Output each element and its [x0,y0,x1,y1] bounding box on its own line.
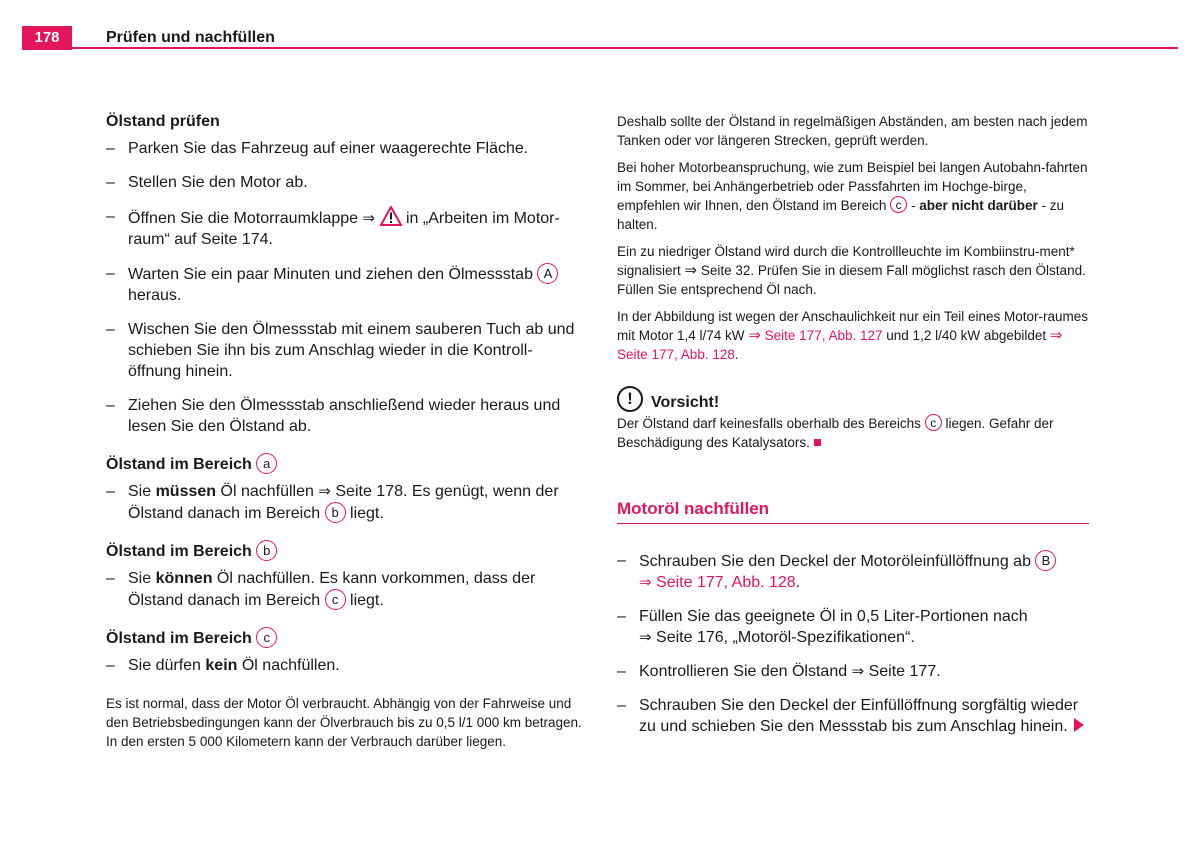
arrow-icon: ⇒ [1049,327,1063,344]
arrow-icon: ⇒ [639,574,652,591]
list-item: – Schrauben Sie den Deckel der Einfüllöffnung sorgfältig wieder zu und schieben Sie den Messstab bis zum Anschlag hinein. [617,695,1091,737]
paragraph: In der Abbildung ist wegen der Anschaulichkeit nur ein Teil eines Motor-raumes mit Motor 1,4 l/74 kW ⇒ Seite 177, Abb. 127 und 1,2 l/40 kW abgebildet ⇒ Seite 177, Abb. 128. [617,309,1089,362]
marker-a: a [256,453,277,474]
list-item: – Parken Sie das Fahrzeug auf einer waagerechte Fläche. [106,140,529,157]
check-steps [106,138,582,437]
paragraph: Ein zu niedriger Ölstand wird durch die Kontrollleuchte im Kombiinstru-ment* signalisiert ⇒ Seite 32. Prüfen Sie in diesem Fall möglichst rasch den Ölstand. Füllen Sie entsprechend Öl nach. [617,244,1086,297]
warning-triangle-icon [380,210,402,227]
list-item: – Warten Sie ein paar Minuten und ziehen den Ölmessstab A heraus. [106,263,582,306]
arrow-icon: ⇒ [684,262,698,279]
warning-reference[interactable]: in „Arbeiten im Motor-raum“ auf Seite 174. [128,210,560,248]
check-heading: Ölstand prüfen [106,113,220,130]
list-item: – Wischen Sie den Ölmessstab mit einem sauberen Tuch ab und schieben Sie ihn bis zum Anschlag wieder in die Kontroll-öffnung hinein. [106,321,575,380]
range-c-heading: Ölstand im Bereich c [106,627,582,649]
header-rule [22,47,1178,49]
end-square-icon [814,439,821,446]
marker-b: b [325,502,346,523]
list-item: – Schrauben Sie den Deckel der Motoröleinfüllöffnung ab B ⇒ Seite 177, Abb. 128. [617,550,1091,593]
list-item: – Füllen Sie das geeignete Öl in 0,5 Liter-Portionen nach ⇒ Seite 176, „Motoröl-Spezifikationen“. [617,608,1028,646]
left-column [106,112,582,759]
consumption-note: Es ist normal, dass der Motor Öl verbraucht. Abhängig von der Fahrweise und den Betriebsbedingungen kann der Ölverbrauch bis zu 0,5 l/1 000 km betragen. In den ersten 5 000 Kilometern kann der Verbrauch darüber liegen. [106,696,582,749]
arrow-icon: ⇒ [851,663,865,680]
range-b-heading: Ölstand im Bereich b [106,540,582,562]
paragraph: Bei hoher Motorbeanspruchung, wie zum Beispiel bei langen Autobahn-fahrten im Sommer, bei Anhängerbetrieb oder Passfahrten im Hochge-birge, empfehlen wir Ihnen, den Ölstand im Bereich c - aber nicht darüber - zu halten. [617,160,1088,232]
section-title: Motoröl nachfüllen [617,498,1089,524]
chapter-title: Prüfen und nachfüllen [106,29,275,46]
marker-b: b [256,540,277,561]
marker-c: c [256,627,277,648]
arrow-icon: ⇒ [639,629,652,646]
continue-arrow-icon[interactable] [1074,718,1084,732]
list-item: – Sie müssen Öl nachfüllen ⇒ Seite 178. Es genügt, wenn der Ölstand danach im Bereich b liegt. [106,483,559,522]
page-number: 178 [22,26,72,50]
arrow-icon: ⇒ [362,210,376,227]
exclamation-circle-icon: ! [617,386,643,412]
link-abb-127[interactable]: Seite 177, Abb. 127 [764,328,883,343]
list-item: – Ziehen Sie den Ölmessstab anschließend wieder heraus und lesen Sie den Ölstand ab. [106,397,561,435]
marker-c: c [325,589,346,610]
caution-text: Der Ölstand darf keinesfalls oberhalb des Bereichs c liegen. Gefahr der Beschädigung des Katalysators. [617,416,1054,450]
link-abb-128[interactable]: Seite 177, Abb. 128 [656,574,796,591]
list-item: – Sie dürfen kein Öl nachfüllen. [106,657,340,674]
range-a-heading: Ölstand im Bereich a [106,453,582,475]
caution-title: Vorsicht! [651,394,720,411]
list-item: – Stellen Sie den Motor ab. [106,174,308,191]
paragraph: Deshalb sollte der Ölstand in regelmäßigen Abständen, am besten nach jedem Tanken oder vor längeren Strecken, geprüft werden. [617,114,1088,148]
list-item: – Kontrollieren Sie den Ölstand ⇒ Seite 177. [617,663,941,680]
marker-B: B [1035,550,1056,571]
link-abb-128[interactable]: Seite 177, Abb. 128 [617,347,735,362]
marker-c: c [890,196,907,213]
marker-A: A [537,263,558,284]
right-column [617,112,1091,750]
arrow-icon: ⇒ [748,327,761,344]
list-item: – Öffnen Sie die Motorraumklappe ⇒ in „Arbeiten im Motor-raum“ auf Seite 174. [106,208,560,248]
marker-c: c [925,414,942,431]
list-item: – Sie können Öl nachfüllen. Es kann vorkommen, dass der Ölstand danach im Bereich c liegt. [106,570,536,609]
arrow-icon: ⇒ [318,483,331,500]
caution-box [617,386,1091,452]
refill-steps [617,550,1091,737]
